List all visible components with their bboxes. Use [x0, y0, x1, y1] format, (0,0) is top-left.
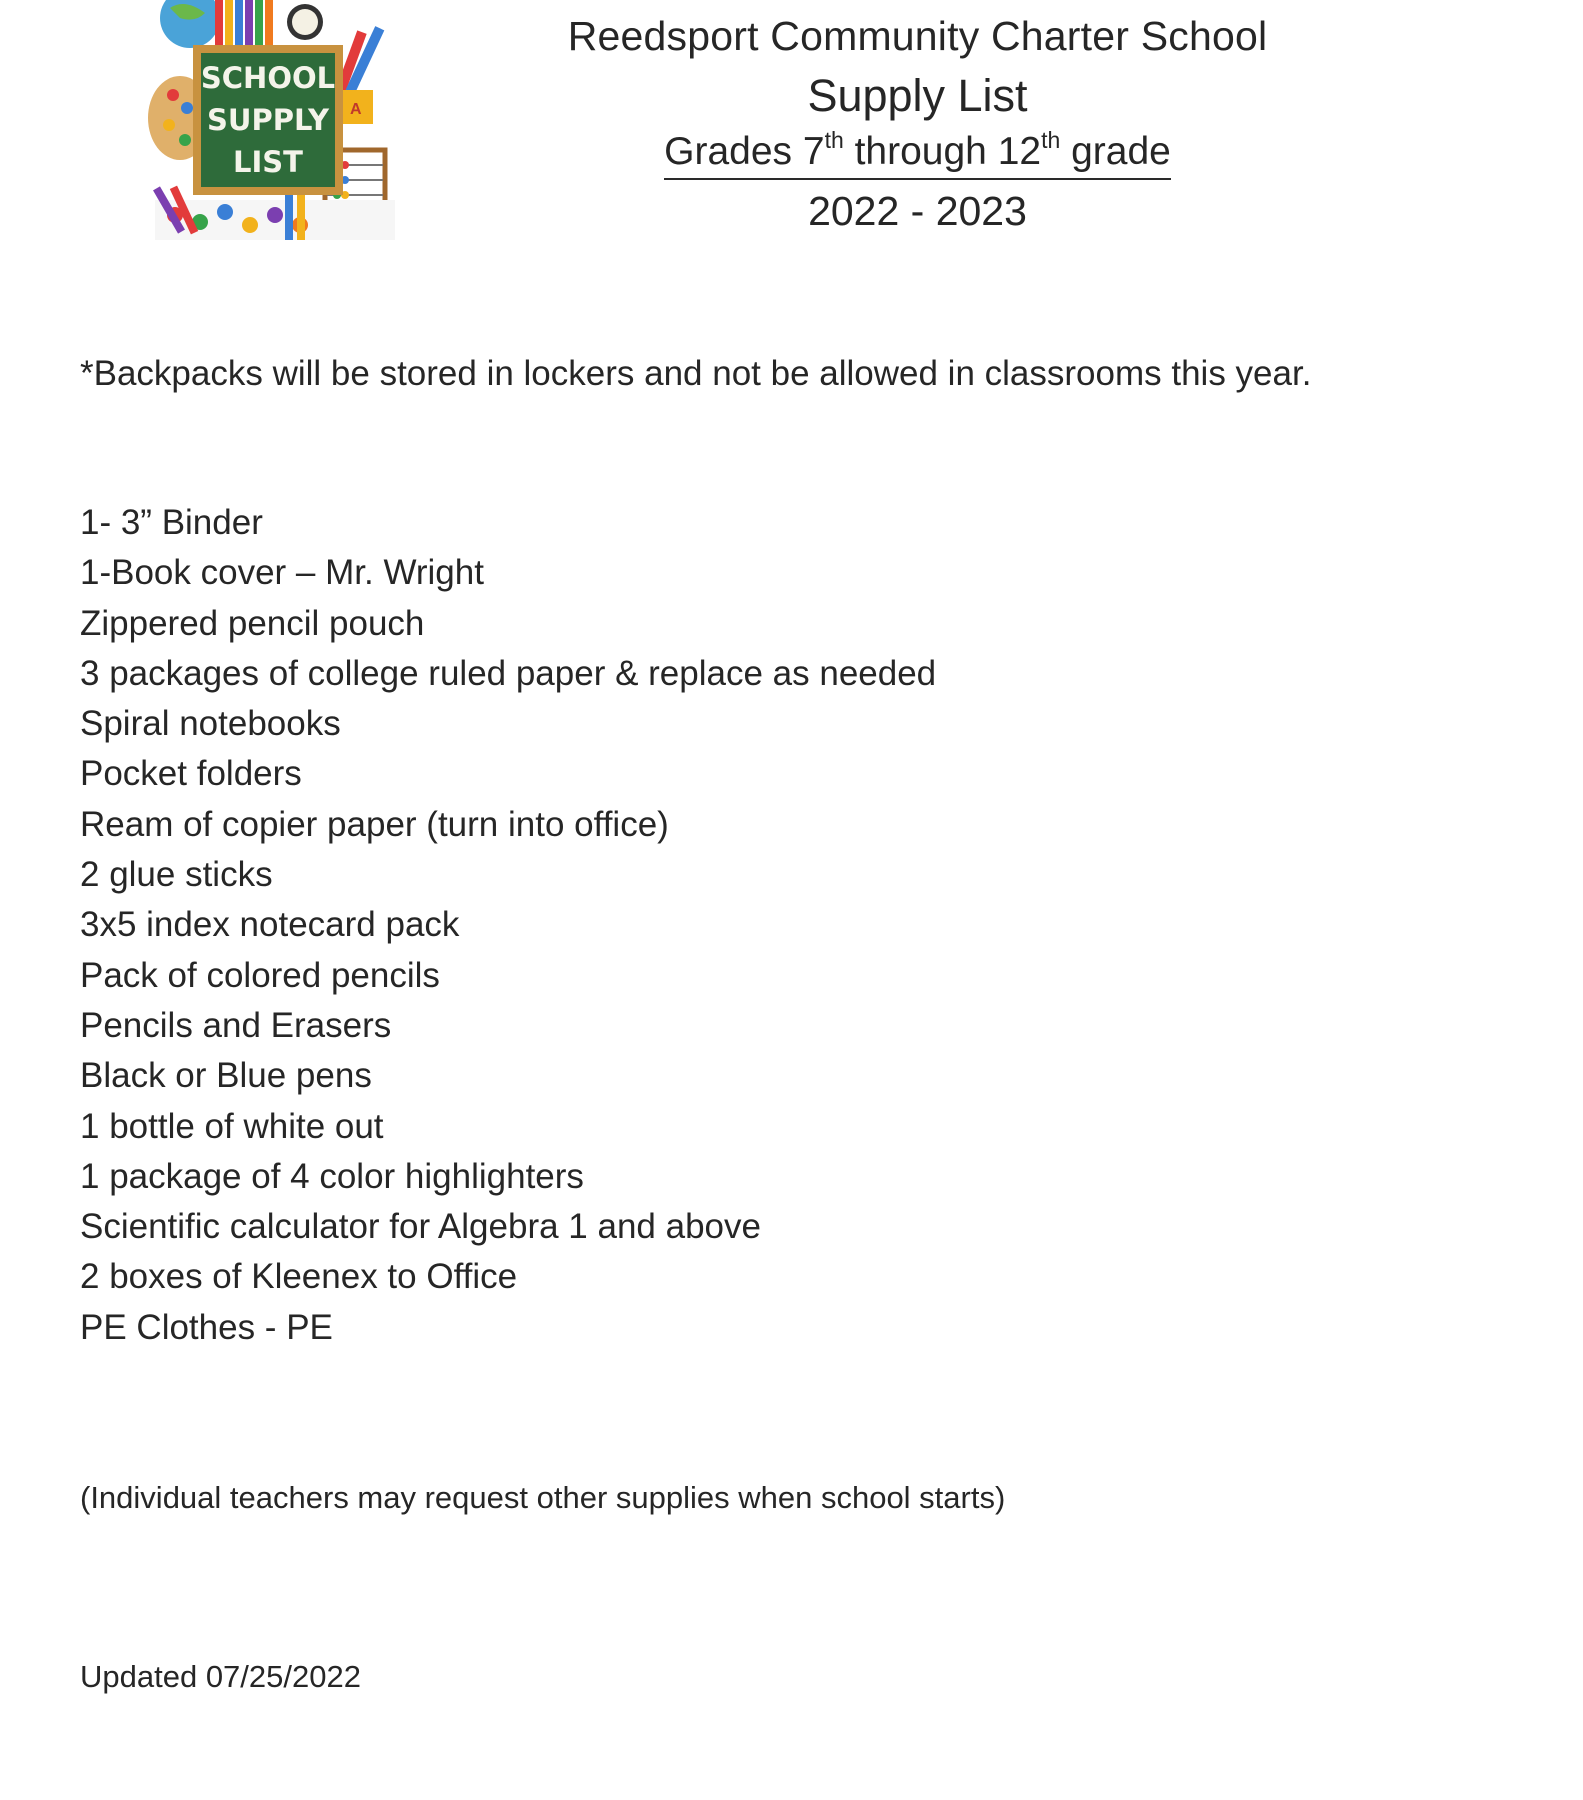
school-supplies-illustration: [145, 0, 405, 245]
grades-prefix: Grades 7: [664, 130, 825, 173]
logo-line-2: SUPPLY: [207, 103, 329, 137]
list-item: Ream of copier paper (turn into office): [80, 804, 669, 844]
backpack-note: *Backpacks will be stored in lockers and not be allowed in classrooms this year.: [80, 354, 1312, 393]
logo-line-3: LIST: [233, 145, 303, 179]
page-title: Supply List: [807, 70, 1028, 121]
svg-text:A: A: [350, 101, 362, 118]
list-item: Pocket folders: [80, 754, 302, 794]
list-item: 2 boxes of Kleenex to Office: [80, 1257, 518, 1297]
list-item: 1-Book cover – Mr. Wright: [80, 553, 484, 593]
list-item: Pencils and Erasers: [80, 1005, 392, 1045]
list-item: 1 bottle of white out: [80, 1106, 384, 1146]
grades-line: [664, 126, 1171, 180]
list-item: Pack of colored pencils: [80, 955, 440, 995]
grades-suffix: grade: [1060, 130, 1171, 173]
list-item: 3 packages of college ruled paper & replace as needed: [80, 653, 937, 693]
list-item: 2 glue sticks: [80, 855, 273, 895]
list-item: 1 package of 4 color highlighters: [80, 1156, 584, 1196]
list-item: Scientific calculator for Algebra 1 and above: [80, 1207, 761, 1247]
grades-middle: through 12: [843, 130, 1042, 173]
list-item: 1- 3” Binder: [80, 503, 263, 542]
school-year: 2022 - 2023: [808, 188, 1027, 234]
grades-sup-1: th: [824, 127, 844, 153]
supply-list: [80, 498, 936, 1353]
school-supply-list-logo: [145, 0, 405, 245]
list-item: 3x5 index notecard pack: [80, 905, 460, 945]
updated-date: Updated 07/25/2022: [80, 1659, 361, 1694]
list-item: Black or Blue pens: [80, 1056, 372, 1096]
document-header: [430, 10, 1405, 240]
logo-line-1: SCHOOL: [200, 61, 336, 95]
school-name: Reedsport Community Charter School: [567, 13, 1268, 59]
teacher-note: (Individual teachers may request other supplies when school starts): [80, 1480, 1006, 1515]
list-item: Zippered pencil pouch: [80, 603, 425, 643]
list-item: Spiral notebooks: [80, 704, 341, 744]
grades-line-wrapper: [430, 126, 1405, 180]
list-item: PE Clothes - PE: [80, 1307, 333, 1347]
grades-sup-2: th: [1041, 127, 1061, 153]
